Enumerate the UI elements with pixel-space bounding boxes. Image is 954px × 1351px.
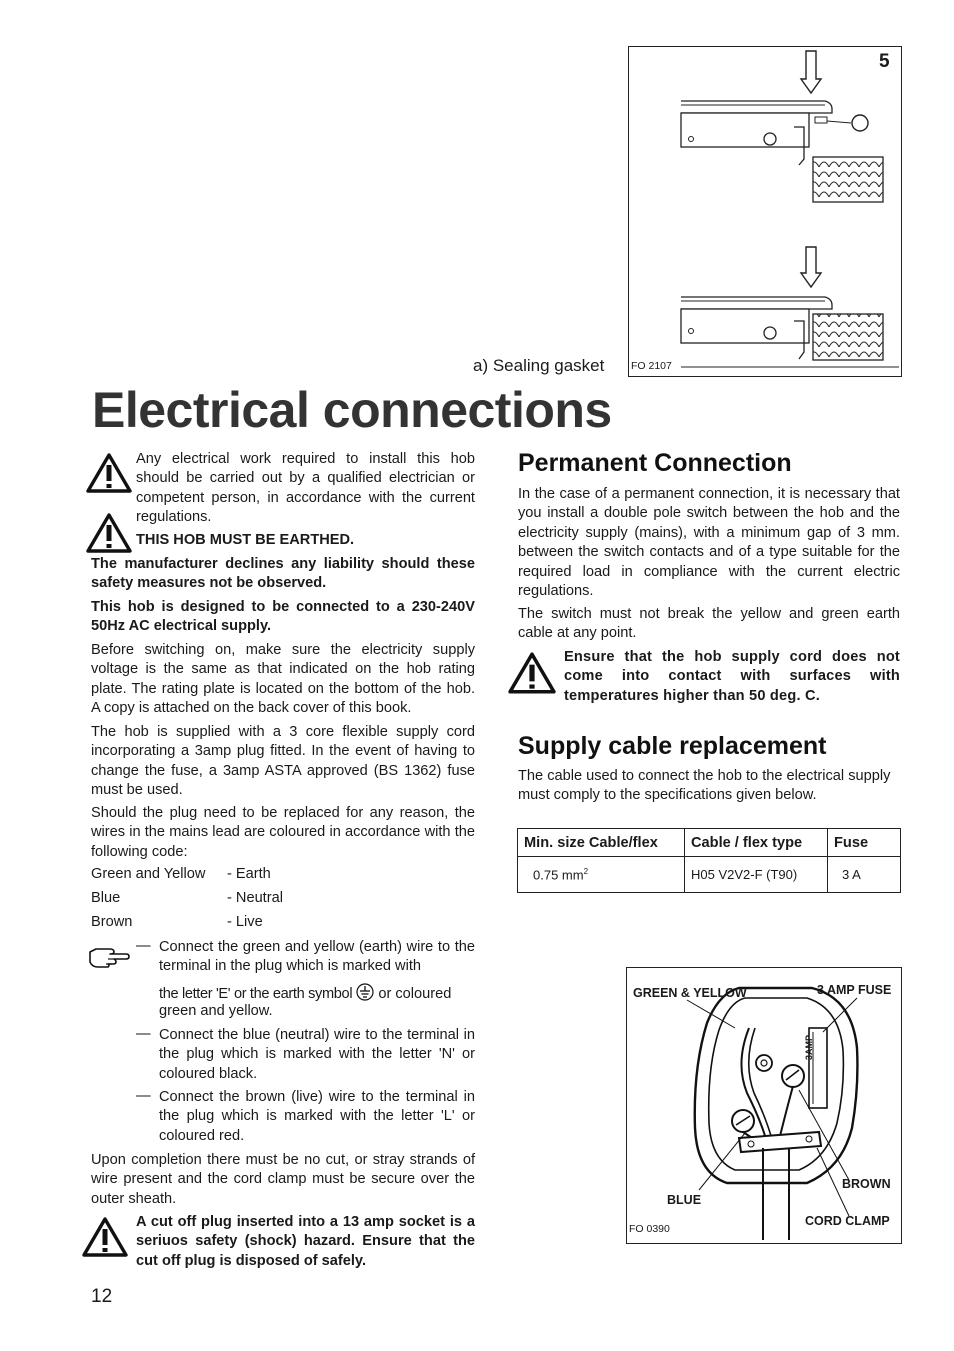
permanent-connection-text: In the case of a permanent connection, it is necessary that you install a double pole switch between the hob and the electricity supply (mains), with a minimum gap of 3 mm. between the switch contacts and of a type suitable for the required load in compliance with the current electric regulations. [518,486,900,600]
step-neutral-text: Connect the blue (neutral) wire to the terminal in the plug which is marked with the letter 'N' or coloured black. [159,1027,475,1082]
green-yellow-label: GREEN & YELLOW [633,986,747,1000]
plug-wiring-figure [626,967,902,1244]
page-title: Electrical connections [92,382,612,438]
earth-symbol-icon [356,983,374,1001]
wire-code-row [91,866,205,882]
figure-5-box [628,46,902,377]
liability-text: The manufacturer declines any liability should these safety measures not be observed. [91,556,475,592]
table-cell-fuse: 3 A [828,857,901,893]
step-dash: — [136,938,151,954]
figure-number: 5 [879,51,890,72]
wire-code-row [91,914,132,930]
supply-cable-text: The cable used to connect the hob to the electrical supply must comply to the specifications given below. [518,768,891,804]
step-dash: — [136,1026,151,1042]
table-cell-size [518,857,685,893]
figure-caption: a) Sealing gasket [473,356,605,375]
supply-cable-heading: Supply cable replacement [518,732,827,760]
warning-icon [86,453,132,493]
warning-earthed: THIS HOB MUST BE EARTHED. [136,532,355,548]
wire-colour: Brown [91,914,133,930]
step-dash: — [136,1088,151,1104]
cord-temperature-warning: Ensure that the hob supply cord does not come into contact with surfaces with temperatures higher than 50 deg. C. [564,649,900,704]
completion-text: Upon completion there must be no cut, or stray strands of wire present and the cord clamp must be secure over the outer sheath. [91,1152,475,1207]
page-number: 12 [91,1286,113,1307]
table-header: Fuse [828,829,901,857]
figure-code: FO 2107 [631,360,675,372]
wire-meaning: - Live [227,914,263,930]
wire-code-row [91,890,120,906]
step-earth-text: Connect the green and yellow (earth) wire to the terminal in the plug which is marked with [159,939,475,975]
fuse-marking: 3AMP [804,1034,814,1060]
before-switching-text: Before switching on, make sure the electricity supply voltage is the same as that indicated on the hob rating plate. The rating plate is located on the bottom of the hob. A copy is attached on the back cover of this book. [91,642,475,717]
plug-replace-text: Should the plug need to be replaced for any reason, the wires in the mains lead are coloured in accordance with the following code: [91,805,475,860]
wire-meaning: - Neutral [227,890,283,906]
cable-spec-table [517,828,901,893]
figure-code: FO 0390 [629,1223,670,1235]
supply-cord-text: The hob is supplied with a 3 core flexible supply cord incorporating a 3amp plug fitted. In the event of having to change the fuse, a 3amp ASTA approved (BS 1362) fuse must be used. [91,724,475,799]
step-live-text: Connect the brown (live) wire to the terminal in the plug which is marked with the letter 'L' or coloured red. [159,1089,475,1144]
wire-colour: Green and Yellow [91,866,206,882]
warning-qualified-electrician: Any electrical work required to install this hob should be carried out by a qualified electrician or competent person, in accordance with the current regulations. [136,451,475,526]
cable-size-value: 0.75 mm [533,867,584,883]
hob-installation-drawing [629,47,901,376]
cut-off-plug-warning: A cut off plug inserted into a 13 amp socket is a seriuos safety (shock) hazard. Ensure that the cut off plug is disposed of safely. [136,1214,475,1269]
table-header: Cable / flex type [685,829,828,857]
table-cell-type: H05 V2V2-F (T90) [685,857,828,893]
wire-colour: Blue [91,890,121,906]
step-earth-text-end: green and yellow. [159,1003,273,1019]
brown-label: BROWN [842,1177,891,1191]
blue-label: BLUE [667,1193,702,1207]
table-header: Min. size Cable/flex [518,829,685,857]
supply-text: This hob is designed to be connected to a 230-240V 50Hz AC electrical supply. [91,599,475,635]
wire-meaning: - Earth [227,866,271,882]
table-row [518,857,901,893]
fuse-label: 3 AMP FUSE [817,983,892,997]
cord-clamp-label: CORD CLAMP [805,1214,890,1228]
step-earth-symbol-text: the letter 'E' or the earth symbol [159,986,353,1002]
warning-icon [82,1217,128,1257]
cable-size-unit-exponent: 2 [583,866,589,876]
step-earth-coloured-text: or coloured [378,986,452,1002]
warning-icon [86,513,132,553]
pointing-hand-icon [88,944,130,970]
warning-icon [508,652,556,694]
table-header-row [518,829,901,857]
permanent-connection-heading: Permanent Connection [518,449,792,477]
switch-earth-text: The switch must not break the yellow and green earth cable at any point. [518,606,900,642]
